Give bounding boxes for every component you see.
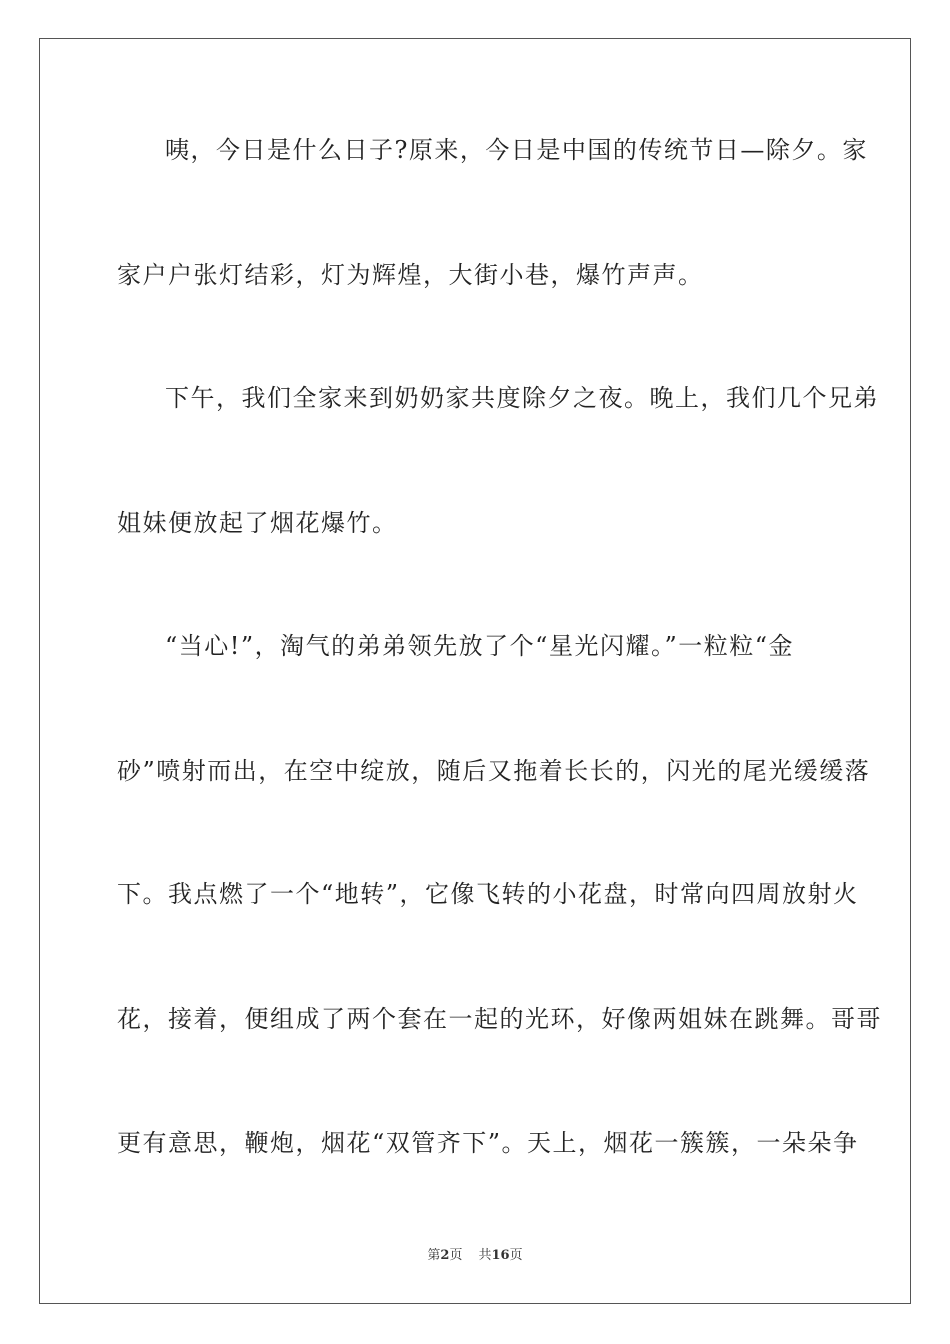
paragraph-3-line-5: 更有意思，鞭炮，烟花“双管齐下”。天上，烟花一簇簇，一朵朵争: [117, 1129, 859, 1157]
page-number: [427, 1248, 462, 1263]
total-suffix: 页: [509, 1248, 523, 1263]
paragraph-2-line-2: 姐妹便放起了烟花爆竹。: [117, 509, 398, 537]
total-prefix: 共: [478, 1248, 492, 1263]
paragraph-1-line-1: 咦，今日是什么日子?原来，今日是中国的传统节日—除夕。家: [165, 136, 868, 164]
page-suffix: 页: [449, 1248, 463, 1263]
page-frame: [39, 38, 911, 1304]
page-total: [478, 1248, 522, 1263]
paragraph-3-line-4: 花，接着，便组成了两个套在一起的光环，好像两姐妹在跳舞。哥哥: [117, 1005, 882, 1033]
page-prefix: 第: [427, 1248, 441, 1263]
paragraph-3-line-1: “当心!”，淘气的弟弟领先放了个“星光闪耀。”一粒粒“金: [165, 632, 794, 660]
paragraph-3-line-3: 下。我点燃了一个“地转”，它像飞转的小花盘，时常向四周放射火: [117, 880, 859, 908]
page-total-count: 16: [491, 1248, 510, 1263]
page-footer: [0, 1246, 950, 1266]
paragraph-1-line-2: 家户户张灯结彩，灯为辉煌，大街小巷，爆竹声声。: [117, 261, 704, 289]
paragraph-3-line-2: 砂”喷射而出，在空中绽放，随后又拖着长长的，闪光的尾光缓缓落: [117, 757, 871, 785]
page-current: 2: [440, 1248, 450, 1263]
paragraph-2-line-1: 下午，我们全家来到奶奶家共度除夕之夜。晚上，我们几个兄弟: [165, 384, 879, 412]
